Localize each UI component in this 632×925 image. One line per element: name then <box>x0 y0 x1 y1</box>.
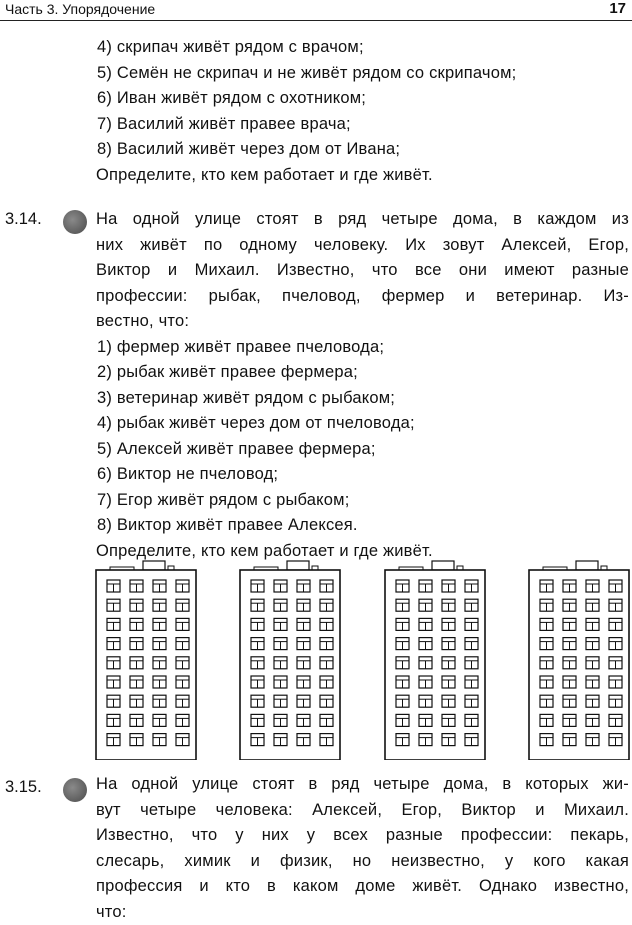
condition: 7) Василий живёт правее врача; <box>96 112 516 138</box>
task-intro-line: На одной улице стоят в ряд четыре дома, в которых жи- <box>96 772 629 798</box>
task-intro-line: профессия и кто в каком доме живёт. Однако известно, <box>96 874 629 900</box>
condition: 1) фермер живёт правее пчеловода; <box>96 335 629 361</box>
condition: 4) скрипач живёт рядом с врачом; <box>96 35 516 61</box>
task-intro-line: что: <box>96 900 629 925</box>
task-intro-line: На одной улице стоят в ряд четыре дома, в каждом из <box>96 207 629 233</box>
task-number-3-15: 3.15. <box>5 778 42 797</box>
prev-task-conditions <box>96 35 516 188</box>
difficulty-marker-icon <box>63 778 87 802</box>
condition: 4) рыбак живёт через дом от пчеловода; <box>96 411 629 437</box>
task-intro-line: Известно, что у них у всех разные профессии: пекарь, <box>96 823 629 849</box>
task-intro-line: профессии: рыбак, пчеловод, фермер и ветеринар. Из- <box>96 284 629 310</box>
buildings-illustration <box>0 555 632 760</box>
condition: 5) Алексей живёт правее фермера; <box>96 437 629 463</box>
condition: 3) ветеринар живёт рядом с рыбаком; <box>96 386 629 412</box>
prev-task-question: Определите, кто кем работает и где живёт. <box>96 163 516 189</box>
task-intro-line: них живёт по одному человеку. Их зовут Алексей, Егор, <box>96 233 629 259</box>
task-3-15-text <box>96 772 629 925</box>
roof-box <box>432 561 454 570</box>
condition: 6) Виктор не пчеловод; <box>96 462 629 488</box>
roof-box <box>576 561 598 570</box>
condition: 8) Василий живёт через дом от Ивана; <box>96 137 516 163</box>
task-intro-line: вут четыре человека: Алексей, Егор, Виктор и Михаил. <box>96 798 629 824</box>
task-intro-line: слесарь, химик и физик, но неизвестно, у кого какая <box>96 849 629 875</box>
condition: 5) Семён не скрипач и не живёт рядом со скрипачом; <box>96 61 516 87</box>
page-number: 17 <box>609 0 626 17</box>
task-number-3-14: 3.14. <box>5 210 42 229</box>
task-intro-line: вестно, что: <box>96 309 629 335</box>
condition: 7) Егор живёт рядом с рыбаком; <box>96 488 629 514</box>
roof-box <box>143 561 165 570</box>
chapter-title: Часть 3. Упорядочение <box>5 1 155 17</box>
page-header <box>0 0 632 21</box>
condition: 8) Виктор живёт правее Алексея. <box>96 513 629 539</box>
condition: 6) Иван живёт рядом с охотником; <box>96 86 516 112</box>
task-intro-line: Виктор и Михаил. Известно, что все они имеют разные <box>96 258 629 284</box>
difficulty-marker-icon <box>63 210 87 234</box>
task-3-14-text <box>96 207 629 564</box>
roof-box <box>287 561 309 570</box>
task-question: Определите, кто кем работает и где живёт. <box>96 539 629 565</box>
condition: 2) рыбак живёт правее фермера; <box>96 360 629 386</box>
